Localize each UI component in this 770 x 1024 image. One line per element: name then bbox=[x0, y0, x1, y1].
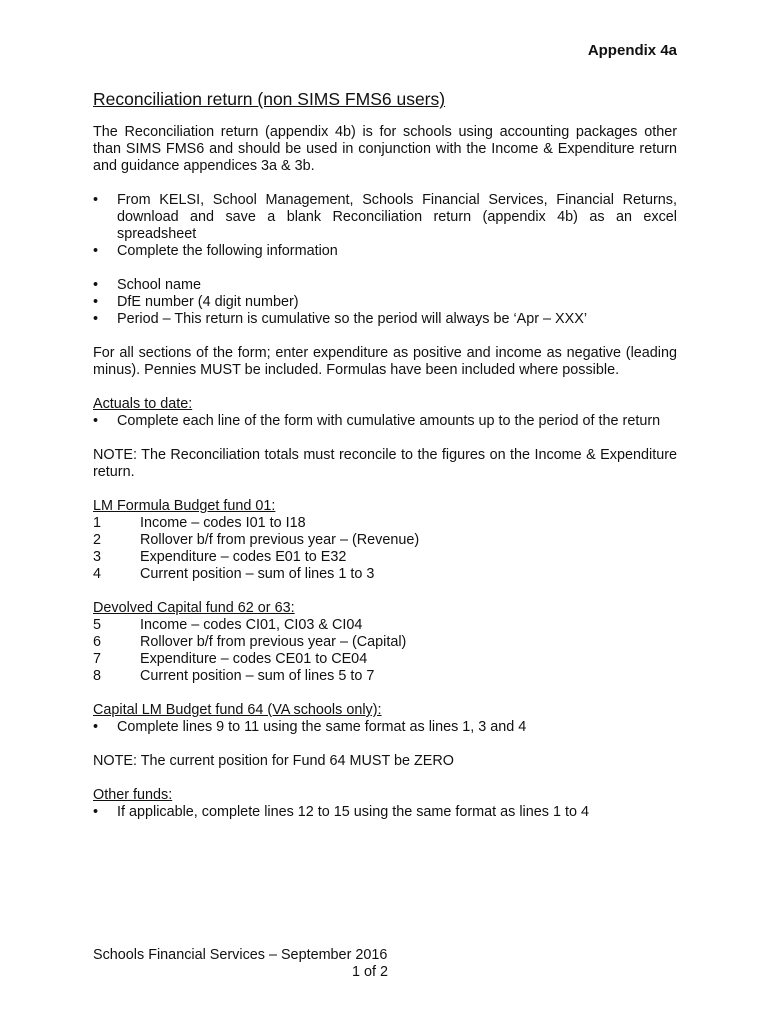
devolved-capital-lines bbox=[93, 617, 677, 685]
bullet-icon: • bbox=[93, 294, 99, 310]
list-item: • If applicable, complete lines 12 to 15 using the same format as lines 1 to 4 bbox=[93, 804, 589, 820]
numbered-line: 5 Income – codes CI01, CI03 & CI04 bbox=[93, 617, 363, 633]
numbered-line: 2 Rollover b/f from previous year – (Revenue) bbox=[93, 532, 420, 548]
numbered-line: 3 Expenditure – codes E01 to E32 bbox=[93, 549, 347, 565]
document-body bbox=[93, 124, 677, 821]
other-funds-list bbox=[93, 804, 677, 821]
other-funds-heading: Other funds: bbox=[93, 787, 173, 803]
reconcile-note: NOTE: The Reconciliation totals must reconcile to the figures on the Income & Expenditure return. bbox=[93, 447, 677, 480]
bullet-icon: • bbox=[93, 243, 99, 259]
numbered-line: 6 Rollover b/f from previous year – (Capital) bbox=[93, 634, 407, 650]
bullet-icon: • bbox=[93, 311, 99, 327]
footer-text: Schools Financial Services – September 2016 bbox=[93, 947, 388, 963]
page-number: 1 of 2 bbox=[352, 964, 389, 980]
bullet-icon: • bbox=[93, 277, 99, 293]
list-item: • From KELSI, School Management, Schools Financial Services, Financial Returns, download and save a blank Reconciliation return (appendix 4b) as an excel spreadsheet bbox=[93, 192, 677, 242]
capital-lm-heading: Capital LM Budget fund 64 (VA schools only): bbox=[93, 702, 382, 718]
list-item: • Complete lines 9 to 11 using the same format as lines 1, 3 and 4 bbox=[93, 719, 527, 735]
numbered-line: 8 Current position – sum of lines 5 to 7 bbox=[93, 668, 375, 684]
bullet-icon: • bbox=[93, 719, 99, 735]
bullet-icon: • bbox=[93, 413, 99, 429]
actuals-list bbox=[93, 413, 677, 430]
list-item: • Complete each line of the form with cumulative amounts up to the period of the return bbox=[93, 413, 661, 429]
devolved-capital-heading: Devolved Capital fund 62 or 63: bbox=[93, 600, 295, 616]
list-item: • Period – This return is cumulative so the period will always be ‘Apr – XXX’ bbox=[93, 311, 588, 327]
list-item: • DfE number (4 digit number) bbox=[93, 294, 299, 310]
lm-formula-lines bbox=[93, 515, 677, 583]
bullet-icon: • bbox=[93, 804, 99, 820]
numbered-line: 1 Income – codes I01 to I18 bbox=[93, 515, 306, 531]
capital-lm-list bbox=[93, 719, 677, 736]
numbered-line: 4 Current position – sum of lines 1 to 3 bbox=[93, 566, 375, 582]
list-item: • Complete the following information bbox=[93, 243, 338, 259]
bullet-icon: • bbox=[93, 192, 99, 208]
lm-formula-heading: LM Formula Budget fund 01: bbox=[93, 498, 276, 514]
sections-note: For all sections of the form; enter expenditure as positive and income as negative (leading minus). Pennies MUST be included. Formulas have been included where possible. bbox=[93, 345, 677, 378]
numbered-line: 7 Expenditure – codes CE01 to CE04 bbox=[93, 651, 368, 667]
intro-paragraph: The Reconciliation return (appendix 4b) is for schools using accounting packages other than SIMS FMS6 and should be used in conjunction with the Income & Expenditure return and guidance appendices 3a & 3b. bbox=[93, 124, 677, 174]
page-title: Reconciliation return (non SIMS FMS6 users) bbox=[93, 89, 446, 109]
appendix-label: Appendix 4a bbox=[587, 42, 677, 59]
actuals-heading: Actuals to date: bbox=[93, 396, 193, 412]
info-list bbox=[93, 277, 677, 328]
steps-list bbox=[93, 192, 677, 260]
list-item: • School name bbox=[93, 277, 201, 293]
fund64-note: NOTE: The current position for Fund 64 MUST be ZERO bbox=[93, 753, 454, 769]
